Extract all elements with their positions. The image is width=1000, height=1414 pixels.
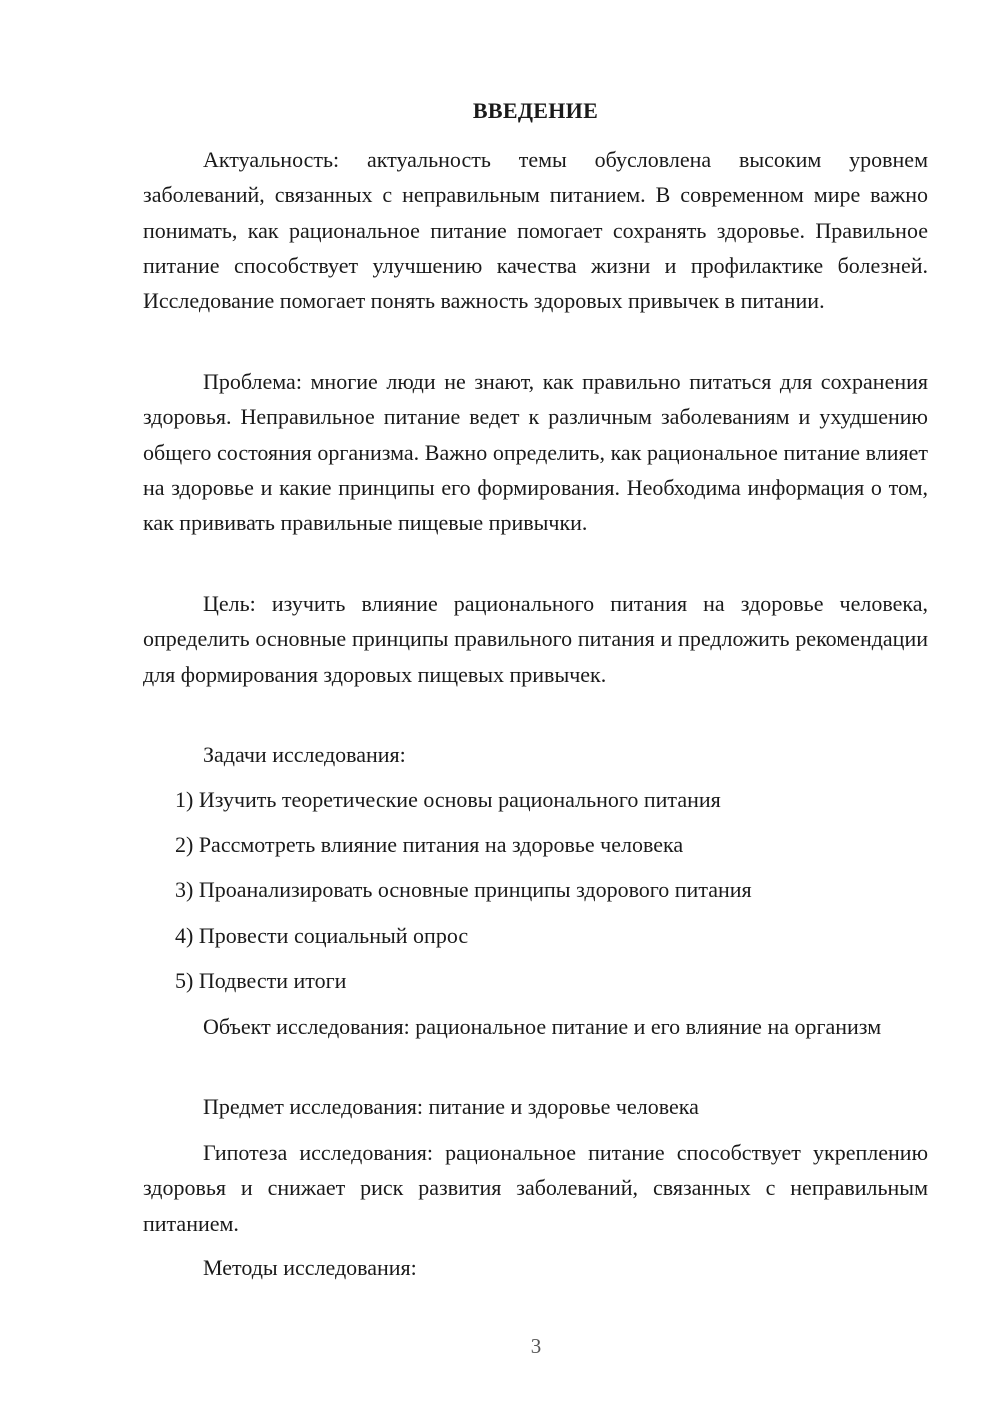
task-item: 5) Подвести итоги xyxy=(175,968,347,993)
relevance-paragraph: Актуальность: актуальность темы обусловлена высоким уровнем заболеваний, связанных с неправильным питанием. В современном мире важно понимать, как рациональное питание помогает сохранять здоровье. Правильное питание способствует улучшению качества жизни и профилактике болезней. Исследование помогает понять важность здоровых привычек в питании. xyxy=(143,147,928,314)
task-item: 3) Проанализировать основные принципы здорового питания xyxy=(175,877,752,902)
hypothesis-paragraph: Гипотеза исследования: рациональное питание способствует укреплению здоровья и снижает риск развития заболеваний, связанных с неправильным питанием. xyxy=(143,1140,928,1236)
task-item: 2) Рассмотреть влияние питания на здоровье человека xyxy=(175,832,684,857)
page-number: 3 xyxy=(530,1334,542,1358)
goal-paragraph: Цель: изучить влияние рационального питания на здоровье человека, определить основные принципы правильного питания и предложить рекомендации для формирования здоровых пищевых привычек. xyxy=(143,591,928,687)
subject-paragraph: Предмет исследования: питание и здоровье человека xyxy=(203,1094,699,1119)
object-paragraph: Объект исследования: рациональное питание и его влияние на организм xyxy=(203,1014,882,1039)
tasks-title: Задачи исследования: xyxy=(203,742,406,767)
task-item: 4) Провести социальный опрос xyxy=(175,923,469,948)
methods-title: Методы исследования: xyxy=(203,1255,417,1280)
page-title: ВВЕДЕНИЕ xyxy=(472,98,599,123)
problem-paragraph: Проблема: многие люди не знают, как правильно питаться для сохранения здоровья. Неправильное питание ведет к различным заболеваниям и ухудшению общего состояния организма. Важно определить, как рациональное питание влияет на здоровье и какие принципы его формирования. Необходима информация о том, как прививать правильные пищевые привычки. xyxy=(143,369,928,536)
task-item: 1) Изучить теоретические основы рационального питания xyxy=(175,787,721,812)
